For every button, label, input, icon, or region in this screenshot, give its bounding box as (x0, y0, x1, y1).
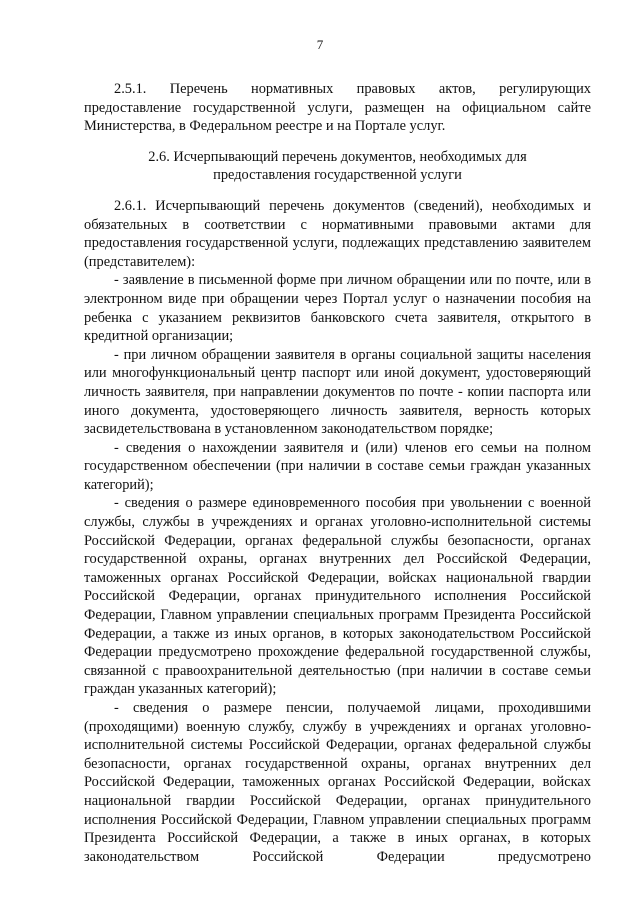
paragraph-2-6-1-intro: 2.6.1. Исчерпывающий перечень документов (сведений), необходимых и обязательных в соответствии с нормативными правовыми актами для предоставления государственной услуги, подлежащих представлению заявителем (представителем): (84, 197, 591, 270)
spacer (84, 136, 591, 148)
list-item-passport: - при личном обращении заявителя в органы социальной защиты населения или многофункциональный центр паспорт или иной документ, удостоверяющий личность заявителя, при направлении документов по почте - копии паспорта или иного документа, удостоверяющего личность заявителя, верность которых засвидетельствована в установленном законодательством порядке; (84, 346, 591, 438)
spacer (84, 185, 591, 197)
section-heading-line-2: предоставления государственной услуги (213, 167, 462, 184)
paragraph-2-5-1: 2.5.1. Перечень нормативных правовых актов, регулирующих предоставление государственной услуги, размещен на официальном сайте Министерства, в Федеральном реестре и на Портале услуг. (84, 81, 591, 135)
list-item-lump-sum-benefit: - сведения о размере единовременного пособия при увольнении с военной службы, службы в учреждениях и органах уголовно-исполнительной системы Российской Федерации, органах федеральной службы безопасности, органах государственной охраны, органах внутренних дел Российской Федерации, таможенных органах Российской Федерации, войсках национальной гвардии Российской Федерации, органах принудительного исполнения Российской Федерации, Главном управлении специальных программ Президента Российской Федерации, а также из иных органов, в которых законодательством Российской Федерации предусмотрено прохождение федеральной государственной службы, связанной с правоохранительной деятельностью (при наличии в составе семьи граждан указанных категорий); (84, 495, 591, 698)
list-item-pension: - сведения о размере пенсии, получаемой лицами, проходившими (проходящими) военную службу, службу в учреждениях и органах уголовно-исполнительной системы Российской Федерации, органах федеральной службы безопасности, органах государственной охраны, органах внутренних дел Российской Федерации, таможенных органах Российской Федерации, войсках национальной гвардии Российской Федерации, органах принудительного исполнения Российской Федерации, Главном управлении специальных программ Президента Российской Федерации, а также в иных органах, в которых законодательством Российской Федерации предусмотрено (84, 700, 591, 865)
list-item-application: - заявление в письменной форме при личном обращении или по почте, или в электронном виде при обращении через Портал услуг о назначении пособия на ребенка с указанием реквизитов банковского счета заявителя, открытого в кредитной организации; (84, 272, 591, 345)
page-number: 7 (316, 37, 324, 52)
list-item-state-support: - сведения о нахождении заявителя и (или) членов его семьи на полном государственном обеспечении (при наличии в составе семьи граждан указанных категорий); (84, 439, 591, 493)
section-heading-line-1: 2.6. Исчерпывающий перечень документов, необходимых для (148, 148, 527, 165)
document-body (84, 80, 591, 866)
